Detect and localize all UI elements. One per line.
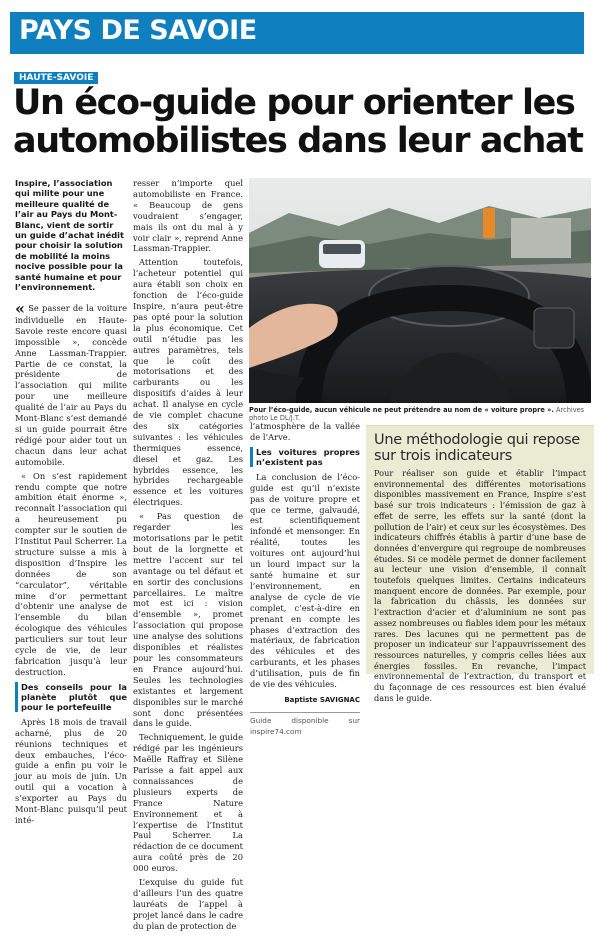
quote-mark: « [15, 299, 25, 318]
guide-link-note: Guide disponible sur inspire74.com [250, 712, 360, 738]
methodology-box [366, 425, 594, 703]
paragraph-text: Se passer de la voiture individuelle en Haute-Savoie reste encore quasi impossible », concède Anne Lassman-Trappier. Partie de ce constat, la présidente de l’association qui milite pour une meilleure qualité de l’air au Pays du Mont-Blanc s’est demandé si un guide pourrait être rédigé pour aider tout un chacun dans leur achat automobile. [15, 303, 127, 467]
paragraph: l’atmosphère de la vallée de l’Arve. [250, 421, 360, 442]
headline-line-1: Un éco-guide pour orienter les [13, 83, 575, 123]
article-headline [13, 84, 593, 160]
section-title: PAYS DE SAVOIE [19, 15, 257, 46]
article-column-1 [15, 299, 127, 829]
paragraph: Après 18 mois de travail acharné, plus de 20 réunions techniques et deux embauches, l’éco-guide a enfin pu voir le jour au mois de juin. Un outil qui a vocation à s’exporter au Pays du Mont-Blanc puisqu’il peut inté- [15, 716, 127, 825]
section-banner [10, 12, 584, 54]
photo-credit: Archives photo Le DL/J.T. [249, 406, 585, 422]
subheading: Les voitures propres n’existent pas [250, 447, 360, 467]
box-body: Pour réaliser son guide et établir l’impact environnemental des différentes motorisations disponibles massivement en France, Inspire s’est basé sur trois indicateurs : l’émission de gaz à effet de serre, les effets sur la santé (dont la pollution de l’air) et ceux sur les écosystèmes. Des indicateurs chiffrés établis à partir d’une base de données d’envergure qui regroupe de nombreuses études. Si ce modèle permet de donner facilement au lecteur une vision d’ensemble, il connaît toutefois quelques limites. Certains indicateurs manquent encore de données. Par exemple, pour la fabrication du châssis, les données sur l’extraction d’acier et d’aluminium ne sont pas assez nombreuses ou fiables idem pour les métaux rares. Des lacunes qui ne permettent pas de proposer un indicateur sur l’appauvrissement des ressources naturelles, y compris celles liées aux énergies fossiles. En revanche, l’impact environnemental de l’extraction, du transport et du façonnage de ces ressources est bien évalué dans le guide. [374, 468, 586, 703]
article-lead: Inspire, l’association qui milite pour une meilleure qualité de l’air au Pays du Mont-Blanc, vient de sortir un guide d’achat inédit pour choisir la solution de mobilité la moins nocive possible pour la santé humaine et pour l’environnement. [15, 178, 124, 293]
photo-caption [249, 406, 591, 422]
paragraph: resser n’importe quel automobiliste en France. « Beaucoup de gens voudraient s’engager, mais ils ont du mal à y voir clair », reprend Anne Lassman-Trappier. [133, 178, 243, 254]
paragraph: La conclusion de l’éco-guide est qu’il n’existe pas de voiture propre et que ce terme, galvaudé, est scientifiquement infondé et mensonger. En réalité, toutes les voitures ont aujourd’hui un lourd impact sur la santé humaine et sur l’environnement, en analyse de cycle de vie complet, c’est-à-dire en prenant en compte les phases d’extraction des matériaux, de fabrication des véhicules et des carburants, et les phases d’utilisation, puis de fin de vie des véhicules. [250, 471, 360, 690]
paragraph: L’exquise du guide fut d’ailleurs l’un des quatre lauréats de l’appel à projet lancé dans le cadre du plan de protection de [133, 877, 243, 931]
caption-text: Pour l’éco-guide, aucun véhicule ne peut prétendre au nom de « voiture propre ». [249, 406, 554, 414]
box-title: Une méthodologie qui repose sur trois indicateurs [374, 432, 580, 464]
article-column-3 [250, 421, 360, 738]
article-column-2 [133, 178, 243, 935]
car-interior-image [249, 178, 591, 403]
paragraph: « Pas question de regarder les motorisations par le petit bout de la lorgnette et mettre l’accent sur tel avantage ou tel défaut et en sortir des conclusions parcellaires. Le maître mot est ici : vision d’ensemble », promet l’association qui propose une analyse des solutions disponibles et réalistes pour les consommateurs en France aujourd’hui. Seules les technologies existantes et largement disponibles sur le marché sont donc présentées dans le guide. [133, 511, 243, 729]
article-photo [249, 178, 591, 403]
author-signature: Baptiste SAVIGNAC [284, 695, 360, 704]
paragraph: Techniquement, le guide rédigé par les ingénieurs Maëlle Raffray et Silène Parisse a fait appel aux connaissances de plusieurs experts de France Nature Environnement et à l’expertise de l’Institut Paul Scherrer. La rédaction de ce document aura coûté près de 20 000 euros. [133, 732, 243, 874]
region-tag: HAUTE-SAVOIE [14, 72, 98, 84]
headline-line-2: automobilistes dans leur achat [13, 121, 583, 161]
subheading: Des conseils pour la planète plutôt que pour le portefeuille [15, 682, 127, 712]
paragraph: Attention toutefois, l’acheteur potentiel qui aura établi son choix en fonction de l’éco-guide Inspire, n’aura peut-être pas opté pour la solution la plus économique. Cet outil n’étudie pas les autres paramètres, tels que le coût des motorisations et des carburants ou les dispositifs d’aides à leur achat. Il analyse en cycle de vie complet chacune des six catégories suivantes : les véhicules thermiques essence, diesel et gaz. Les hybrides essence, les hybrides rechargeable essence et les voitures électriques. [133, 257, 243, 508]
paragraph [15, 299, 127, 468]
paragraph: « On s’est rapidement rendu compte que notre ambition était énorme », reconnaît l’association qui a heureusement pu compter sur le soutien de l’Institut Paul Scherrer. La structure suisse a mis à disposition d’Inspire les données de son “carculator”, véritable mine d’or permettant d’obtenir une analyse de l’ensemble du bilan écologique des véhicules particuliers sur tout leur cycle de vie, de leur fabrication jusqu’à leur destruction. [15, 470, 127, 677]
